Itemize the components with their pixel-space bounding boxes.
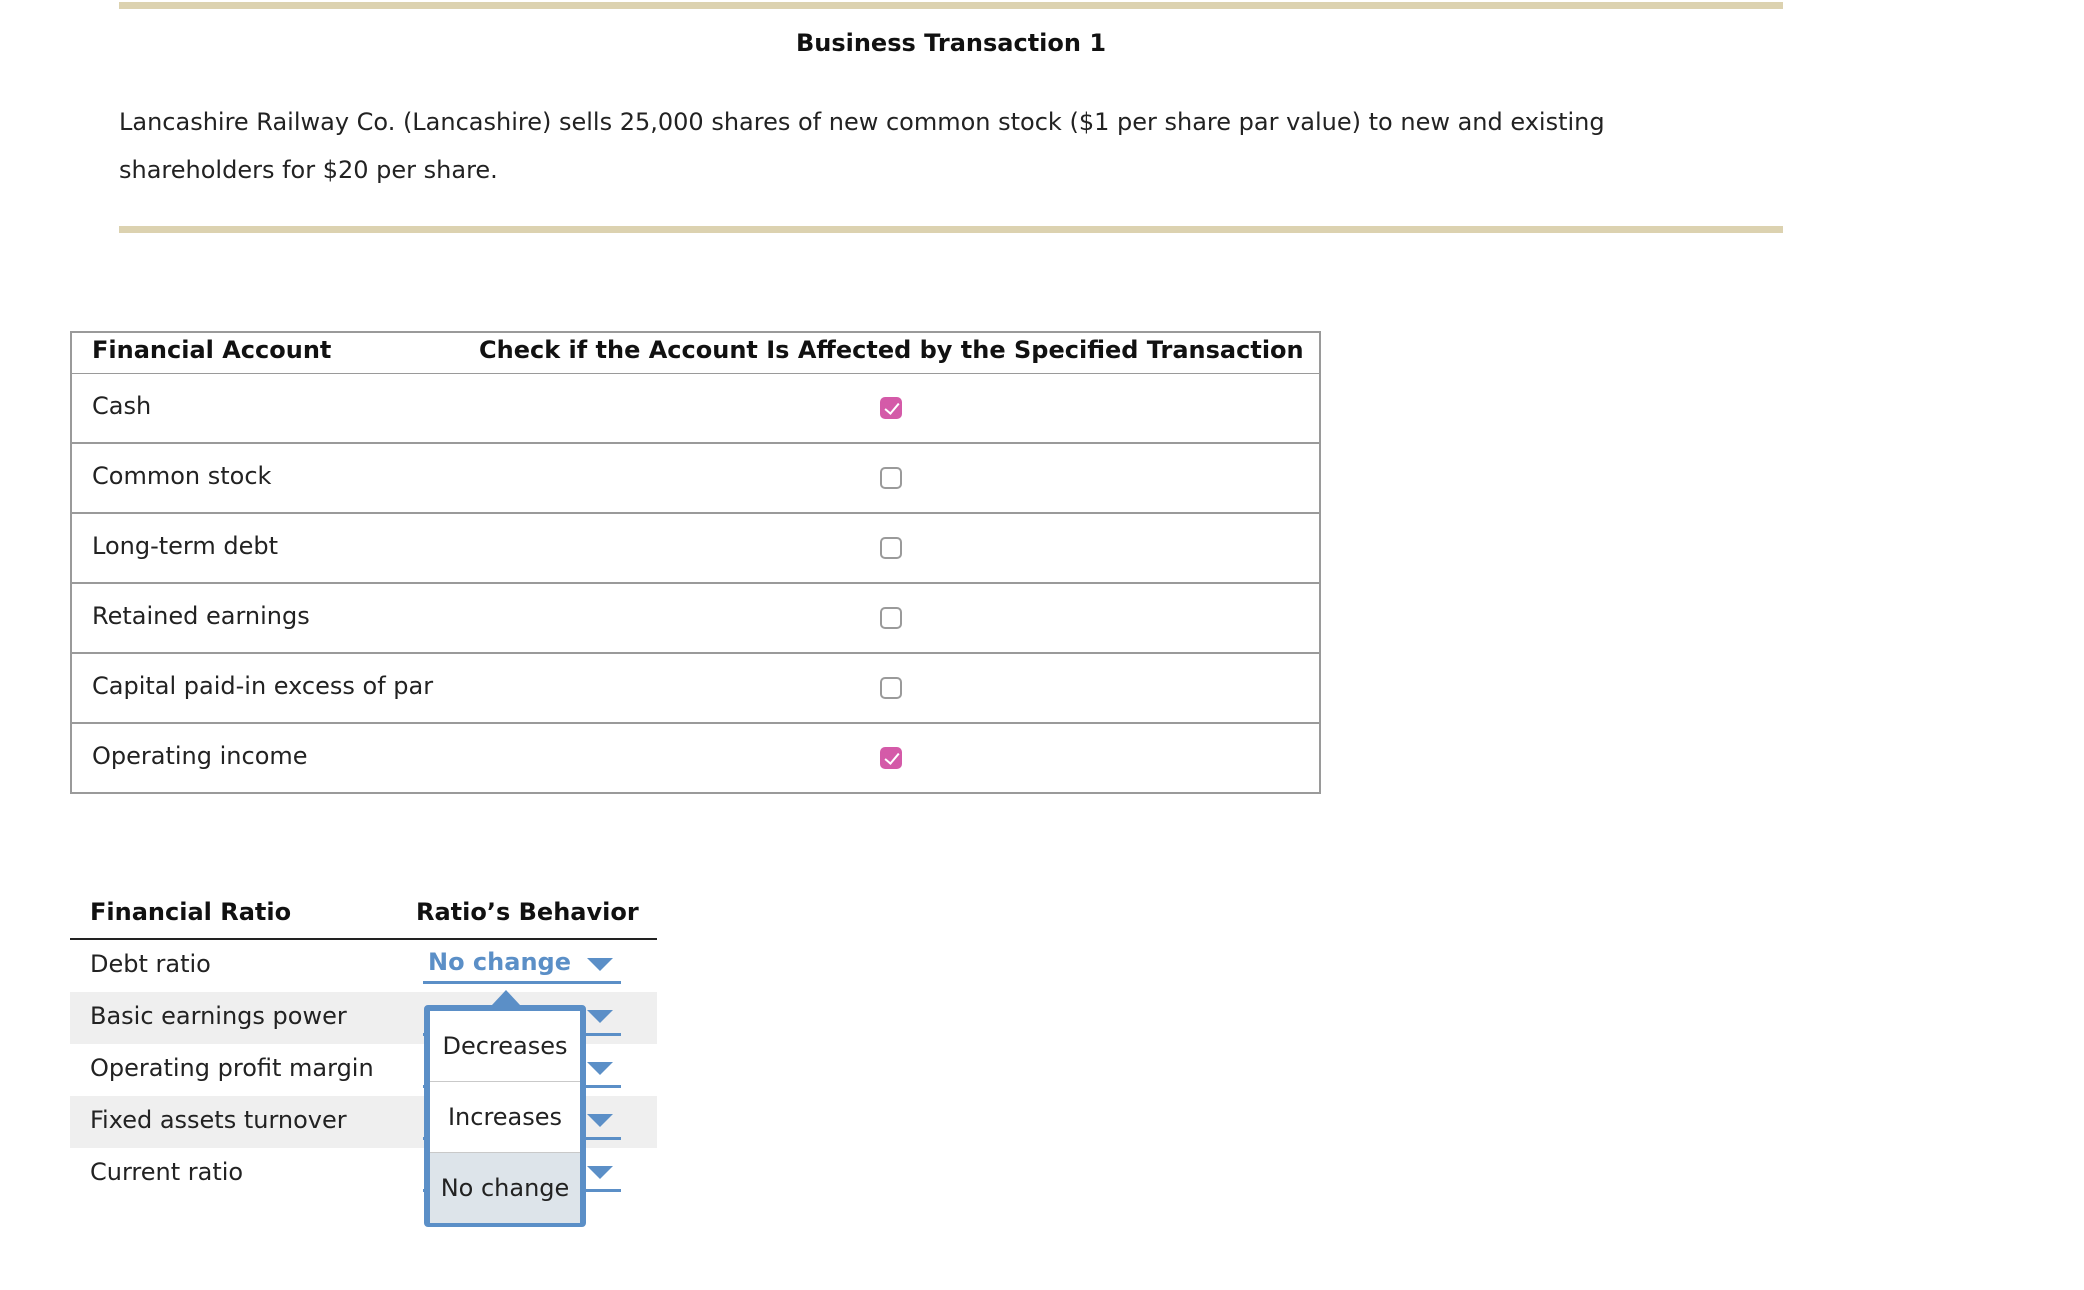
account-label: Retained earnings xyxy=(92,602,310,630)
ratio-label: Current ratio xyxy=(90,1158,244,1186)
long-term-debt-checkbox[interactable] xyxy=(880,537,902,559)
ratio-label: Basic earnings power xyxy=(90,1002,347,1030)
col-ratio-behavior: Ratio’s Behavior xyxy=(416,898,639,926)
ratio-label: Operating profit margin xyxy=(90,1054,374,1082)
account-label: Cash xyxy=(92,392,152,420)
scenario-text: Lancashire Railway Co. (Lancashire) sells 25,000 shares of new common stock ($1 per share par value) to new and existing shareholders for $20 per share. xyxy=(119,108,1605,184)
debt-ratio-select[interactable] xyxy=(423,948,621,984)
col-check-affected: Check if the Account Is Affected by the Specified Transaction xyxy=(479,336,1304,364)
chevron-down-icon xyxy=(587,1114,613,1127)
account-row-cash xyxy=(72,374,1319,444)
page-title: Business Transaction 1 xyxy=(795,29,1107,57)
selected-value: No change xyxy=(428,948,571,976)
ratio-label: Debt ratio xyxy=(90,950,211,978)
col-financial-account: Financial Account xyxy=(92,336,332,364)
chevron-down-icon xyxy=(587,958,613,971)
chevron-down-icon xyxy=(587,1062,613,1075)
ratio-label: Fixed assets turnover xyxy=(90,1106,347,1134)
account-row-common-stock xyxy=(72,444,1319,514)
account-row-capital-paid-in xyxy=(72,654,1319,724)
option-increases[interactable]: Increases xyxy=(430,1082,580,1153)
ratio-row-debt-ratio xyxy=(70,940,657,992)
account-label: Capital paid-in excess of par xyxy=(92,672,434,700)
account-row-operating-income xyxy=(72,724,1319,792)
top-divider xyxy=(119,2,1783,9)
operating-income-checkbox[interactable] xyxy=(880,747,902,769)
account-label: Common stock xyxy=(92,462,272,490)
chevron-down-icon xyxy=(587,1010,613,1023)
accounts-table xyxy=(70,331,1321,794)
dropdown-list xyxy=(424,1005,586,1227)
cash-checkbox[interactable] xyxy=(880,397,902,419)
col-financial-ratio: Financial Ratio xyxy=(90,898,292,926)
account-row-long-term-debt xyxy=(72,514,1319,584)
bottom-divider xyxy=(119,226,1783,233)
capital-paid-in-checkbox[interactable] xyxy=(880,677,902,699)
account-label: Operating income xyxy=(92,742,308,770)
account-row-retained-earnings xyxy=(72,584,1319,654)
option-decreases[interactable]: Decreases xyxy=(430,1011,580,1082)
ratio-header xyxy=(70,894,657,940)
accounts-header xyxy=(72,333,1319,374)
dropdown-pointer xyxy=(492,990,520,1005)
account-label: Long-term debt xyxy=(92,532,279,560)
retained-earnings-checkbox[interactable] xyxy=(880,607,902,629)
common-stock-checkbox[interactable] xyxy=(880,467,902,489)
chevron-down-icon xyxy=(587,1166,613,1179)
option-no-change[interactable]: No change xyxy=(430,1153,580,1223)
